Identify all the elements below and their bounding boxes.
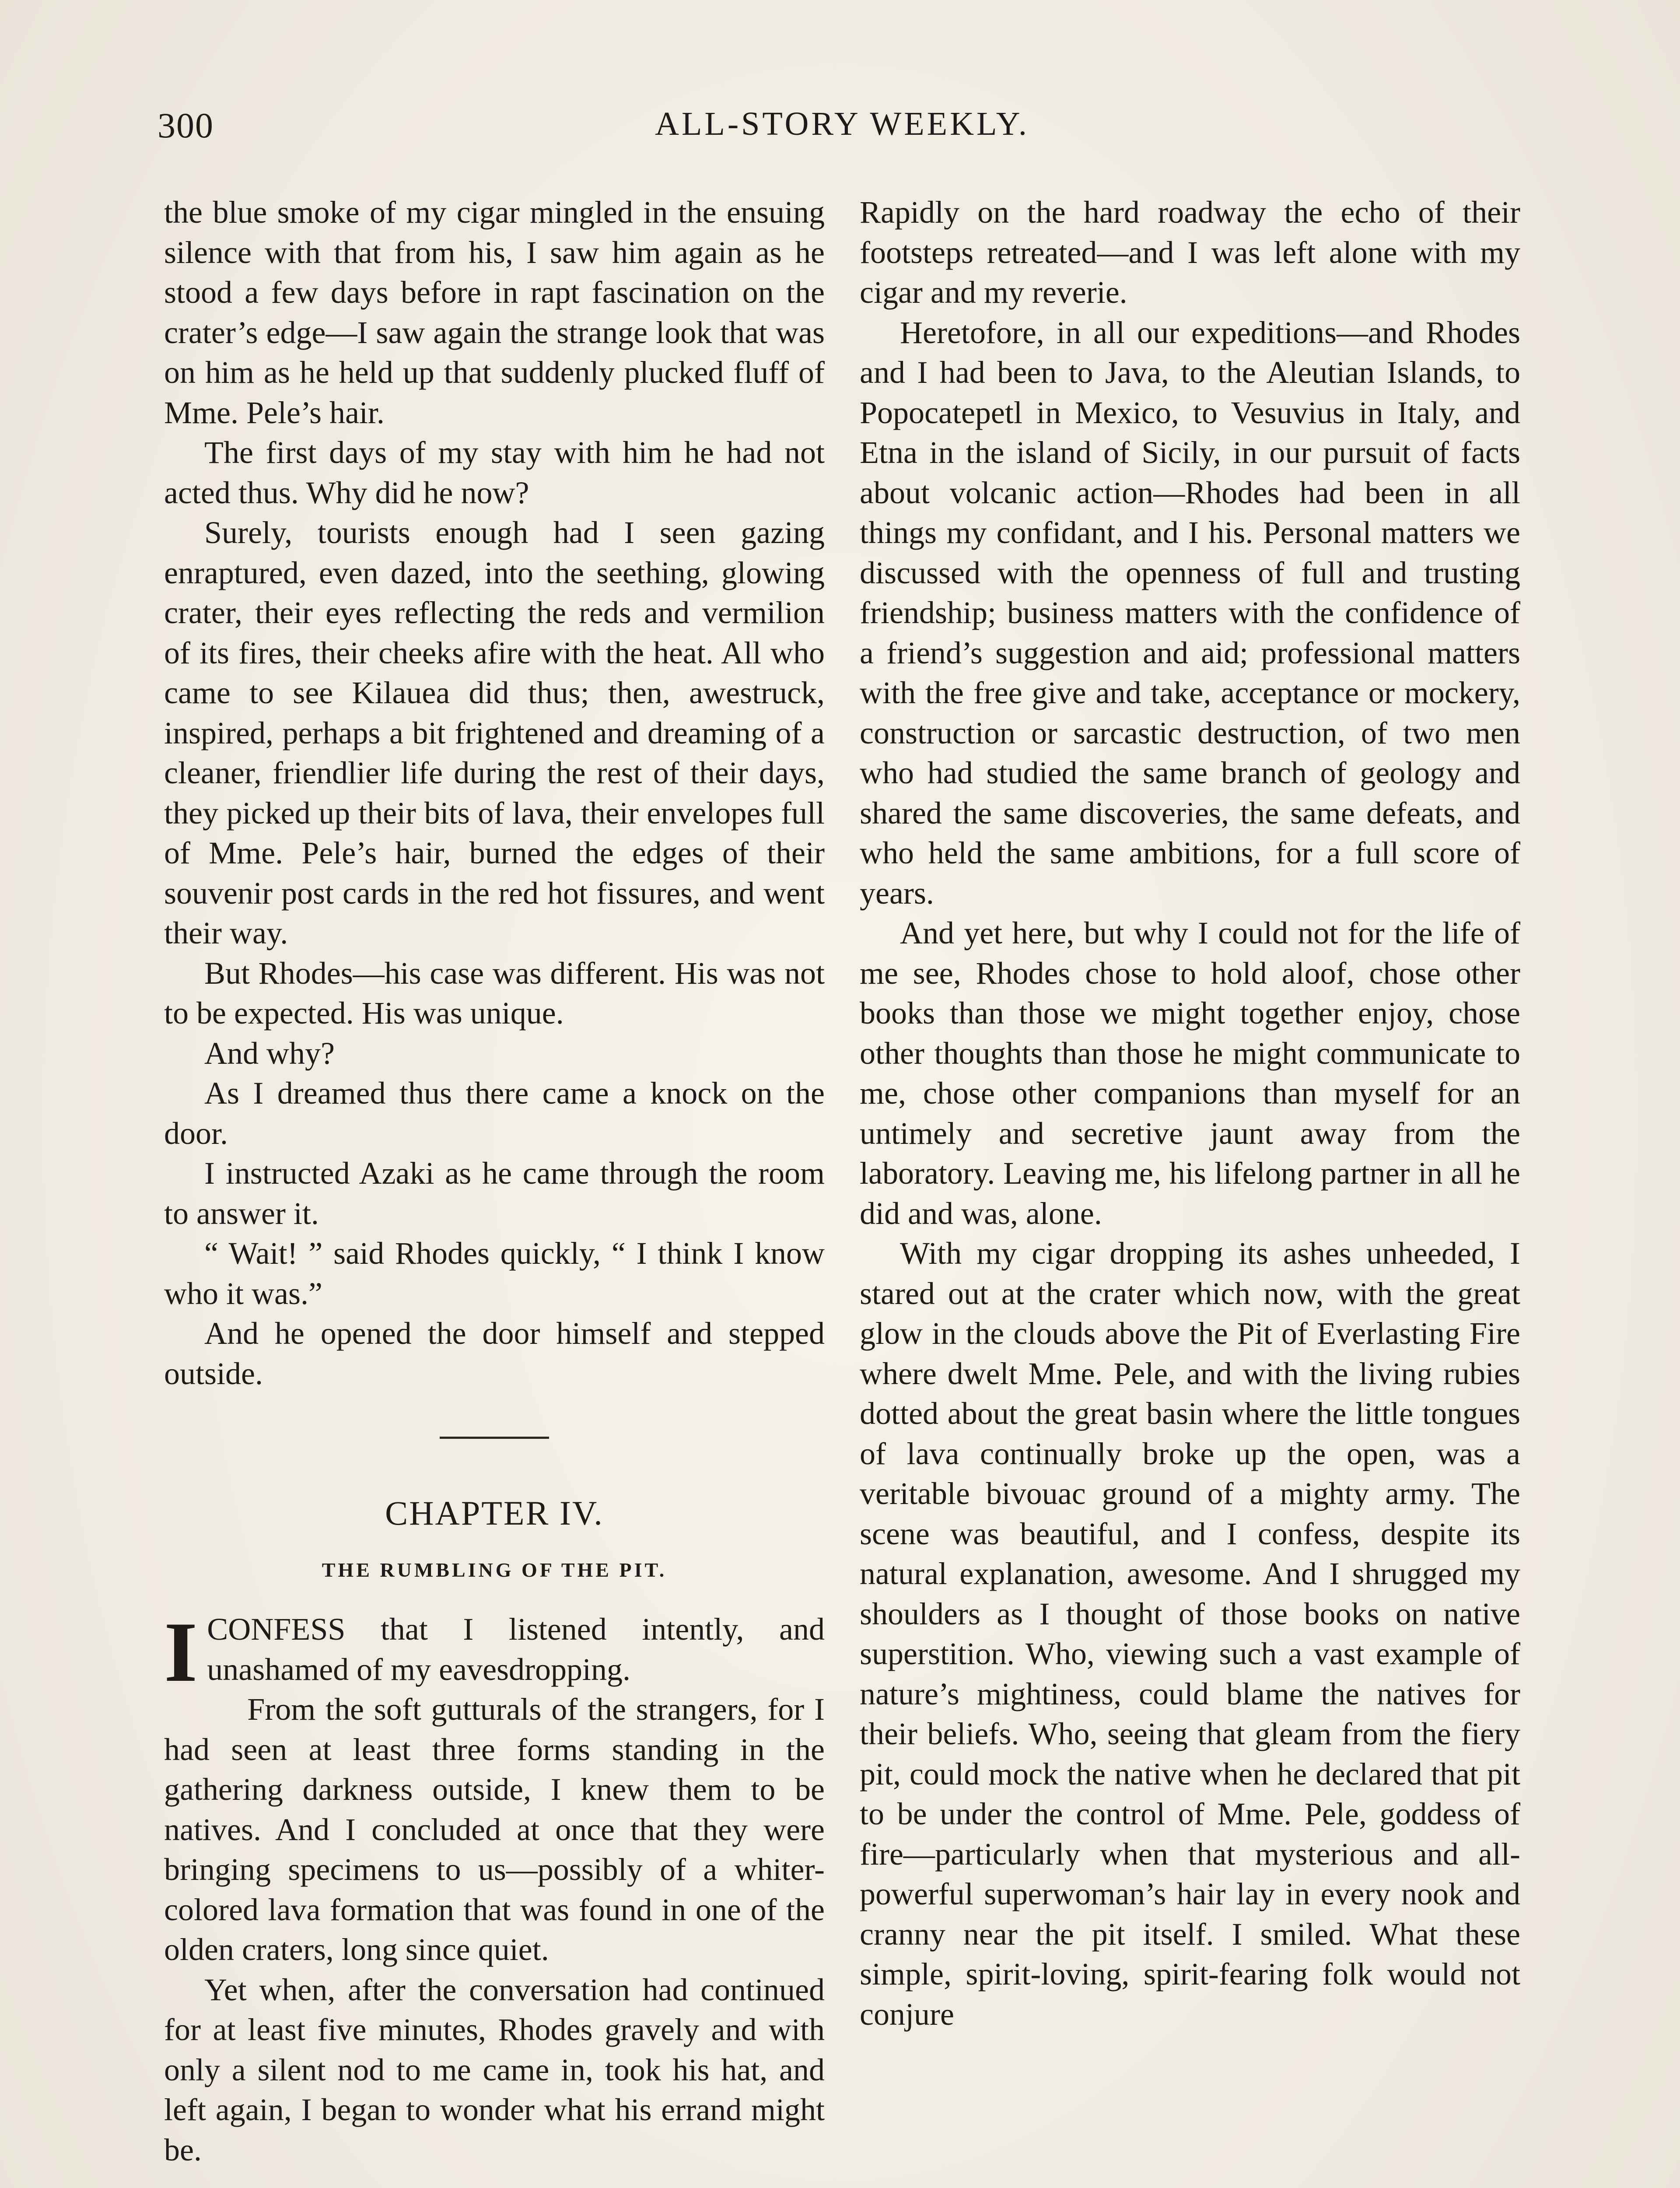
paragraph: And he opened the door himself and stepped outside. [164, 1316, 825, 1391]
running-title: ALL-STORY WEEKLY. [655, 105, 1029, 142]
page-header [158, 105, 1527, 153]
paragraph: Rapidly on the hard roadway the echo of their footsteps retreated—and I was left alone with my cigar and my reverie. [860, 195, 1520, 310]
paragraph: As I dreamed thus there came a knock on the door. [164, 1076, 825, 1151]
section-divider [440, 1437, 549, 1439]
opening-text: CONFESS that I listened intently, and unashamed of my eavesdropping. [207, 1612, 825, 1687]
paragraph: The first days of my stay with him he had not acted thus. Why did he now? [164, 435, 825, 510]
paragraph: I instructed Azaki as he came through the room to answer it. [164, 1156, 825, 1231]
paragraph: Surely, tourists enough had I seen gazing enraptured, even dazed, into the seething, glowing crater, their eyes reflecting the reds and vermilion of its fires, their cheeks afire with the heat. All who came to see Kilauea did thus; then, awestruck, inspired, perhaps a bit frightened and dreaming of a cleaner, friendlier life during the rest of their days, they picked up their bits of lava, their envelopes full of Mme. Pele’s hair, burned the edges of their souvenir post cards in the red hot fissures, and went their way. [164, 515, 825, 950]
chapter-title: CHAPTER IV. [385, 1494, 604, 1532]
left-column [164, 193, 825, 2170]
paragraph: With my cigar dropping its ashes unheeded, I stared out at the crater which now, with the great glow in the clouds above the Pit of Everlasting Fire where dwelt Mme. Pele, and with the living rubies dotted about the great basin where the little tongues of lava continually broke up the open, was a veritable bivouac ground of a mighty army. The scene was beautiful, and I confess, despite its natural explanation, awesome. And I shrugged my shoulders as I thought of those books on native superstition. Who, viewing such a vast example of nature’s mightiness, could blame the natives for their beliefs. Who, seeing that gleam from the fiery pit, could mock the native when he declared that pit to be under the control of Mme. Pele, goddess of fire—particularly when that mysterious and all-powerful superwoman’s hair lay in every nook and cranny near the pit itself. I smiled. What these simple, spirit-loving, spirit-fearing folk would not conjure [860, 1236, 1520, 2032]
chapter-subtitle: THE RUMBLING OF THE PIT. [322, 1559, 667, 1581]
paragraph: And yet here, but why I could not for the life of me see, Rhodes chose to hold aloof, chose other books than those we might together enjoy, chose other thoughts than those he might communicate to me, chose other companions than myself for an untimely and secretive jaunt away from the laboratory. Leaving me, his lifelong partner in all he did and was, alone. [860, 915, 1520, 1231]
paragraph: Heretofore, in all our expeditions—and Rhodes and I had been to Java, to the Aleutian Islands, to Popocatepetl in Mexico, to Vesuvius in Italy, and Etna in the island of Sicily, in our pursuit of facts about volcanic action—Rhodes had been in all things my confidant, and I his. Personal matters we discussed with the openness of full and trusting friendship; business matters with the confidence of a friend’s suggestion and aid; professional matters with the free give and take, acceptance or mockery, construction or sarcastic destruction, of two men who had studied the same branch of geology and shared the same discoveries, the same defeats, and who held the same ambitions, for a full score of years. [860, 315, 1520, 911]
paragraph: And why? [204, 1035, 335, 1071]
right-column [860, 193, 1520, 2034]
chapter-opening-paragraph [164, 1605, 825, 1700]
paragraph: But Rhodes—his case was different. His was not to be expected. His was unique. [164, 955, 825, 1031]
paragraph: Yet when, after the conversation had continued for at least five minutes, Rhodes gravely and with only a silent nod to me came in, took his hat, and left again, I began to wonder what his errand might be. [164, 1972, 825, 2167]
paragraph: “ Wait! ” said Rhodes quickly, “ I think I know who it was.” [164, 1236, 825, 1311]
drop-cap: I [164, 1605, 198, 1700]
page-number: 300 [158, 105, 214, 145]
paragraph: the blue smoke of my cigar mingled in the ensuing silence with that from his, I saw him again as he stood a few days before in rapt fascination on the crater’s edge—I saw again the strange look that was on him as he held up that suddenly plucked fluff of Mme. Pele’s hair. [164, 195, 825, 430]
paragraph: From the soft gutturals of the strangers, for I had seen at least three forms standing in the gathering darkness outside, I knew them to be natives. And I concluded at once that they were bringing specimens to us—possibly of a whiter-colored lava formation that was found in one of the olden craters, long since quiet. [164, 1692, 825, 1967]
